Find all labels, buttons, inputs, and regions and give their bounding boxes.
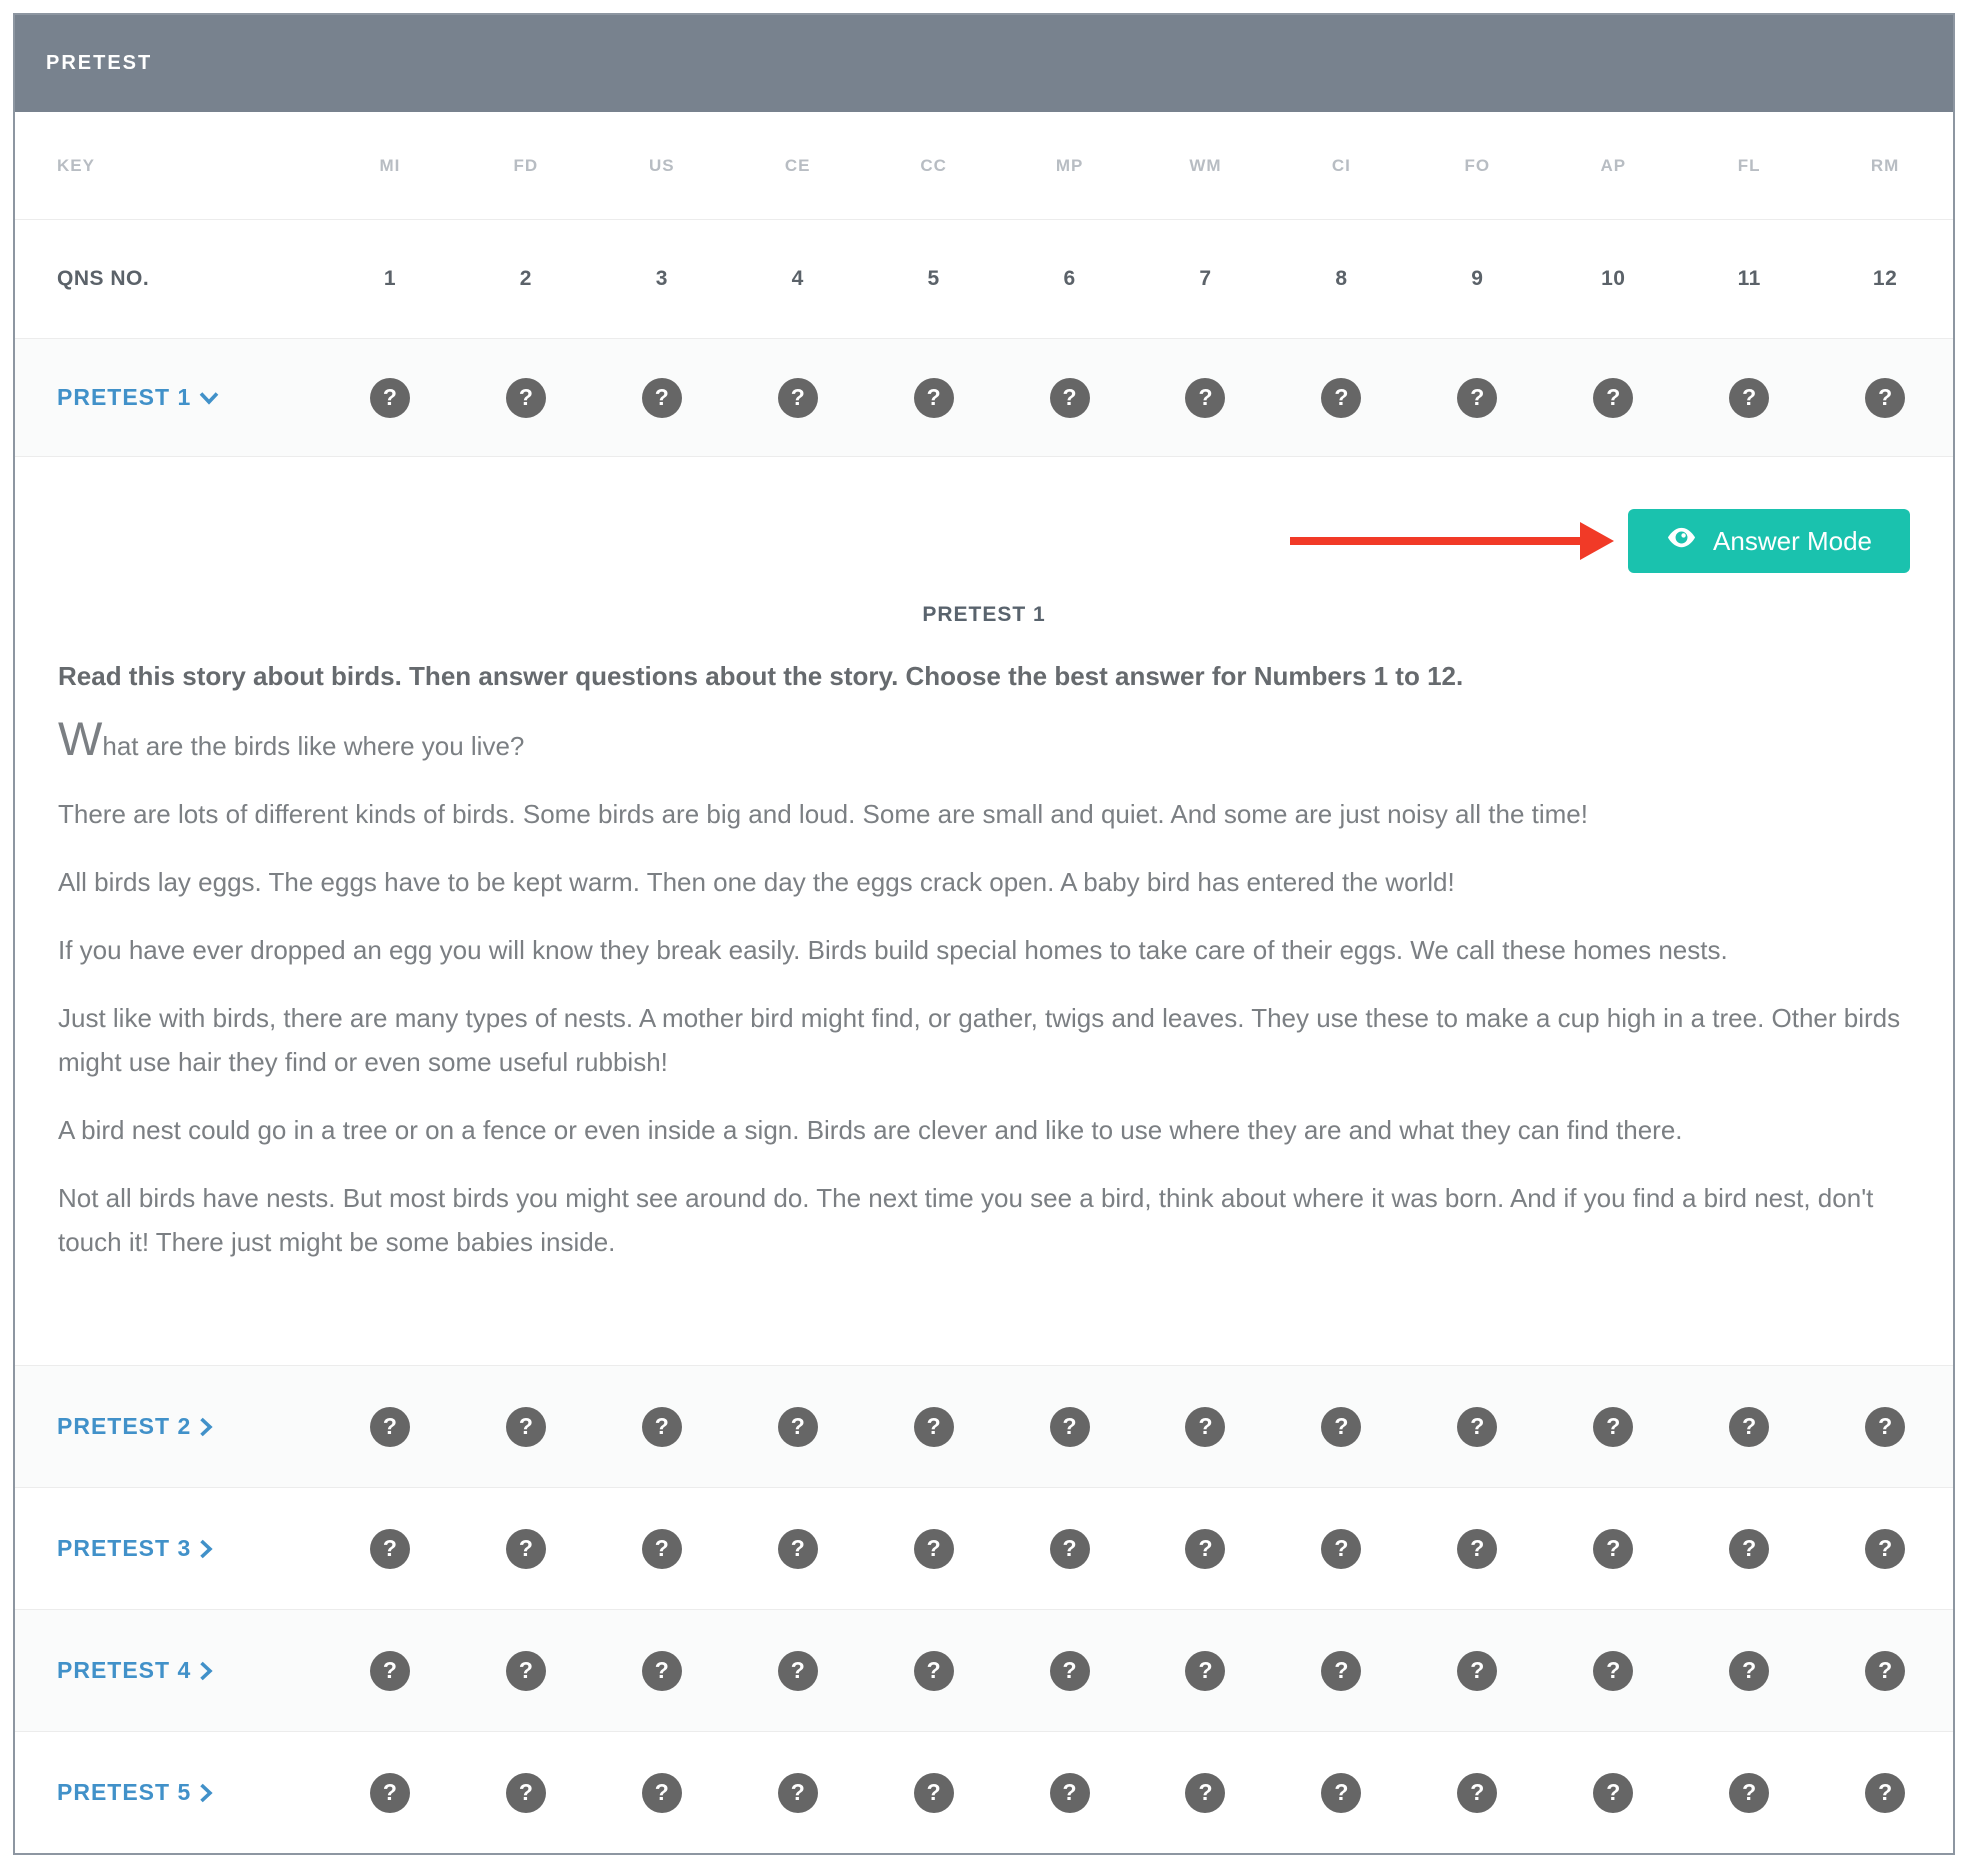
question-mark-icon[interactable]: ? <box>506 1529 546 1569</box>
question-status-cell <box>458 1529 594 1569</box>
question-status-cell <box>1545 1529 1681 1569</box>
question-status-cell <box>458 1773 594 1813</box>
pretest-1-row <box>15 339 1953 457</box>
question-mark-icon[interactable]: ? <box>1321 378 1361 418</box>
question-mark-icon[interactable]: ? <box>1593 1529 1633 1569</box>
pretest-1-label: PRETEST 1 <box>57 384 192 410</box>
pretest-2-link[interactable] <box>57 1413 213 1440</box>
question-status-cell <box>1002 1651 1138 1691</box>
question-status-cell <box>322 1407 458 1447</box>
question-status-cell <box>1545 1407 1681 1447</box>
question-mark-icon[interactable]: ? <box>1321 1651 1361 1691</box>
question-mark-icon[interactable]: ? <box>1185 1407 1225 1447</box>
question-number: 4 <box>791 267 804 290</box>
question-number: 1 <box>383 267 397 290</box>
column-header: AP <box>1600 155 1627 175</box>
question-status-cell <box>1002 1529 1138 1569</box>
eye-icon <box>1666 522 1697 560</box>
question-status-cell <box>730 1773 866 1813</box>
question-status-cell <box>1138 1407 1274 1447</box>
story-lead-paragraph: What are the birds like where you live? <box>58 712 525 765</box>
question-status-cell <box>1817 378 1953 418</box>
column-header: US <box>648 155 675 175</box>
column-header: CI <box>1331 155 1351 175</box>
question-status-cell <box>1273 1651 1409 1691</box>
question-status-cell <box>866 378 1002 418</box>
question-status-cell <box>730 1529 866 1569</box>
column-header: RM <box>1870 155 1900 175</box>
question-mark-icon[interactable]: ? <box>914 1407 954 1447</box>
question-mark-icon[interactable]: ? <box>1185 1529 1225 1569</box>
column-header: MI <box>379 155 401 175</box>
pretest-2-label: PRETEST 2 <box>57 1413 192 1439</box>
drop-cap: W <box>58 712 103 765</box>
question-status-cell <box>730 1651 866 1691</box>
question-mark-icon[interactable]: ? <box>1457 378 1497 418</box>
question-mark-icon[interactable]: ? <box>370 1407 410 1447</box>
question-mark-icon[interactable]: ? <box>1050 378 1090 418</box>
answer-mode-button[interactable] <box>1628 509 1910 573</box>
question-mark-icon[interactable]: ? <box>1321 1529 1361 1569</box>
question-status-cell <box>1273 1529 1409 1569</box>
chevron-right-icon <box>199 1661 213 1681</box>
question-status-cell <box>1409 378 1545 418</box>
question-status-cell <box>594 1407 730 1447</box>
question-number: 3 <box>655 267 668 290</box>
question-status-cell <box>1817 1651 1953 1691</box>
question-status-cell <box>1002 1407 1138 1447</box>
question-status-cell <box>1817 1529 1953 1569</box>
question-status-cell <box>730 1407 866 1447</box>
pretest-4-link[interactable] <box>57 1657 213 1684</box>
expanded-title: PRETEST 1 <box>922 603 1046 626</box>
question-status-cell <box>594 378 730 418</box>
story-paragraph: Not all birds have nests. But most birds you might see around do. The next time you see a bird, think about where it was born. And if you find a bird nest, don't touch it! There just might be some babies inside. <box>58 1183 1874 1257</box>
question-mark-icon[interactable]: ? <box>914 1773 954 1813</box>
question-number: 9 <box>1471 267 1484 290</box>
question-mark-icon[interactable]: ? <box>1185 1773 1225 1813</box>
question-mark-icon[interactable]: ? <box>1593 1651 1633 1691</box>
question-status-cell <box>458 378 594 418</box>
question-status-cell <box>594 1651 730 1691</box>
story-instructions: Read this story about birds. Then answer questions about the story. Choose the best answer for Numbers 1 to 12. <box>58 661 1464 691</box>
question-mark-icon[interactable]: ? <box>1050 1651 1090 1691</box>
key-header-row <box>15 112 1953 220</box>
question-number: 8 <box>1335 267 1348 290</box>
question-mark-icon[interactable]: ? <box>1865 1651 1905 1691</box>
question-status-cell <box>866 1773 1002 1813</box>
question-mark-icon[interactable]: ? <box>1865 1529 1905 1569</box>
pretest-1-link[interactable] <box>57 384 219 411</box>
question-mark-icon[interactable]: ? <box>1593 1773 1633 1813</box>
question-mark-icon[interactable]: ? <box>1729 1773 1769 1813</box>
question-status-cell <box>1817 1407 1953 1447</box>
pretest-2-row <box>15 1366 1953 1488</box>
chevron-right-icon <box>199 1783 213 1803</box>
red-arrow-annotation <box>1290 522 1614 560</box>
question-status-cell <box>1545 378 1681 418</box>
question-status-cell <box>1409 1651 1545 1691</box>
question-status-cell <box>322 1651 458 1691</box>
question-number: 5 <box>927 267 940 290</box>
question-mark-icon[interactable]: ? <box>370 378 410 418</box>
pretest-3-label: PRETEST 3 <box>57 1535 192 1561</box>
question-mark-icon[interactable]: ? <box>506 1407 546 1447</box>
column-header: CE <box>784 155 811 175</box>
question-mark-icon[interactable]: ? <box>1457 1407 1497 1447</box>
question-status-cell <box>1002 1773 1138 1813</box>
question-status-cell <box>866 1651 1002 1691</box>
question-status-cell <box>1138 1651 1274 1691</box>
question-status-cell <box>1817 1773 1953 1813</box>
question-status-cell <box>1681 1773 1817 1813</box>
answer-mode-label: Answer Mode <box>1713 525 1872 556</box>
question-mark-icon[interactable]: ? <box>642 1407 682 1447</box>
question-mark-icon[interactable]: ? <box>1865 1407 1905 1447</box>
question-mark-icon[interactable]: ? <box>914 1651 954 1691</box>
chevron-right-icon <box>199 1417 213 1437</box>
question-status-cell <box>866 1529 1002 1569</box>
pretest-5-row <box>15 1732 1953 1853</box>
question-mark-icon[interactable]: ? <box>370 1773 410 1813</box>
question-status-cell <box>866 1407 1002 1447</box>
pretest-4-row <box>15 1610 1953 1732</box>
question-mark-icon[interactable]: ? <box>370 1529 410 1569</box>
question-mark-icon[interactable]: ? <box>1321 1773 1361 1813</box>
question-status-cell <box>1002 378 1138 418</box>
story-paragraph: If you have ever dropped an egg you will know they break easily. Birds build special homes to take care of their eggs. We call these homes nests. <box>58 935 1728 965</box>
question-mark-icon[interactable]: ? <box>1729 378 1769 418</box>
question-mark-icon[interactable]: ? <box>642 1529 682 1569</box>
pretest-panel <box>13 13 1955 1855</box>
question-number: 6 <box>1063 267 1076 290</box>
question-status-cell <box>1273 378 1409 418</box>
question-status-cell <box>1409 1407 1545 1447</box>
chevron-right-icon <box>199 1539 213 1559</box>
question-number: 11 <box>1737 267 1761 290</box>
qns-label: QNS NO. <box>57 267 150 290</box>
question-status-cell <box>1138 378 1274 418</box>
pretest-5-label: PRETEST 5 <box>57 1779 192 1805</box>
column-header: CC <box>920 155 947 175</box>
column-header: FD <box>513 155 539 175</box>
question-status-cell <box>322 1773 458 1813</box>
question-mark-icon[interactable]: ? <box>1729 1529 1769 1569</box>
panel-title: PRETEST <box>46 52 153 74</box>
question-status-cell <box>1409 1529 1545 1569</box>
pretest-4-label: PRETEST 4 <box>57 1657 192 1683</box>
question-status-cell <box>322 378 458 418</box>
question-mark-icon[interactable]: ? <box>1050 1407 1090 1447</box>
question-mark-icon[interactable]: ? <box>778 1773 818 1813</box>
question-mark-icon[interactable]: ? <box>778 1651 818 1691</box>
pretest-1-expanded-panel <box>15 457 1953 1366</box>
question-mark-icon[interactable]: ? <box>642 1651 682 1691</box>
question-mark-icon[interactable]: ? <box>1865 378 1905 418</box>
question-mark-icon[interactable]: ? <box>1457 1651 1497 1691</box>
question-status-cell <box>1273 1407 1409 1447</box>
question-mark-icon[interactable]: ? <box>1050 1529 1090 1569</box>
story-paragraph: All birds lay eggs. The eggs have to be kept warm. Then one day the eggs crack open. A baby bird has entered the world! <box>58 867 1455 897</box>
question-status-cell <box>458 1407 594 1447</box>
pretest-5-link[interactable] <box>57 1779 213 1806</box>
question-mark-icon[interactable]: ? <box>1865 1773 1905 1813</box>
question-mark-icon[interactable]: ? <box>914 378 954 418</box>
question-mark-icon[interactable]: ? <box>370 1651 410 1691</box>
story-text <box>58 712 1910 1264</box>
question-status-cell <box>458 1651 594 1691</box>
pretest-3-link[interactable] <box>57 1535 213 1562</box>
question-mark-icon[interactable]: ? <box>778 1529 818 1569</box>
story-paragraph: Just like with birds, there are many types of nests. A mother bird might find, or gather, twigs and leaves. They use these to make a cup high in a tree. Other birds might use hair they find or even some useful rubbish! <box>58 1003 1901 1077</box>
question-status-cell <box>1138 1529 1274 1569</box>
question-mark-icon[interactable]: ? <box>1457 1529 1497 1569</box>
question-status-cell <box>1545 1773 1681 1813</box>
question-number: 12 <box>1872 267 1898 290</box>
question-mark-icon[interactable]: ? <box>642 378 682 418</box>
key-label: KEY <box>57 155 95 175</box>
question-status-cell <box>1681 1651 1817 1691</box>
question-mark-icon[interactable]: ? <box>1593 1407 1633 1447</box>
question-mark-icon[interactable]: ? <box>1050 1773 1090 1813</box>
question-mark-icon[interactable]: ? <box>1185 378 1225 418</box>
question-mark-icon[interactable]: ? <box>1729 1651 1769 1691</box>
question-mark-icon[interactable]: ? <box>642 1773 682 1813</box>
question-mark-icon[interactable]: ? <box>778 1407 818 1447</box>
question-status-cell <box>1545 1651 1681 1691</box>
question-mark-icon[interactable]: ? <box>1321 1407 1361 1447</box>
question-status-cell <box>730 378 866 418</box>
question-mark-icon[interactable]: ? <box>1729 1407 1769 1447</box>
question-status-cell <box>1409 1773 1545 1813</box>
question-mark-icon[interactable]: ? <box>506 1773 546 1813</box>
question-mark-icon[interactable]: ? <box>1185 1651 1225 1691</box>
question-number: 2 <box>519 267 532 290</box>
column-header: WM <box>1189 155 1222 175</box>
column-header: FL <box>1737 155 1761 175</box>
panel-titlebar <box>15 15 1953 112</box>
question-status-cell <box>1681 1407 1817 1447</box>
question-number-row <box>15 220 1953 339</box>
question-status-cell <box>594 1773 730 1813</box>
question-mark-icon[interactable]: ? <box>778 378 818 418</box>
question-status-cell <box>1273 1773 1409 1813</box>
story-paragraph: There are lots of different kinds of birds. Some birds are big and loud. Some are small and quiet. And some are just noisy all the time! <box>58 799 1588 829</box>
question-status-cell <box>1681 1529 1817 1569</box>
question-number: 10 <box>1601 267 1626 290</box>
question-mark-icon[interactable]: ? <box>1593 378 1633 418</box>
question-status-cell <box>594 1529 730 1569</box>
column-header: MP <box>1055 155 1084 175</box>
question-mark-icon[interactable]: ? <box>914 1529 954 1569</box>
question-mark-icon[interactable]: ? <box>506 378 546 418</box>
question-status-cell <box>1681 378 1817 418</box>
column-header: FO <box>1464 155 1491 175</box>
chevron-down-icon <box>199 391 219 405</box>
question-status-cell <box>322 1529 458 1569</box>
story-paragraph: A bird nest could go in a tree or on a fence or even inside a sign. Birds are clever and like to use where they are and what they can find there. <box>58 1115 1683 1145</box>
pretest-3-row <box>15 1488 1953 1610</box>
question-number: 7 <box>1199 267 1212 290</box>
question-mark-icon[interactable]: ? <box>506 1651 546 1691</box>
question-mark-icon[interactable]: ? <box>1457 1773 1497 1813</box>
question-status-cell <box>1138 1773 1274 1813</box>
